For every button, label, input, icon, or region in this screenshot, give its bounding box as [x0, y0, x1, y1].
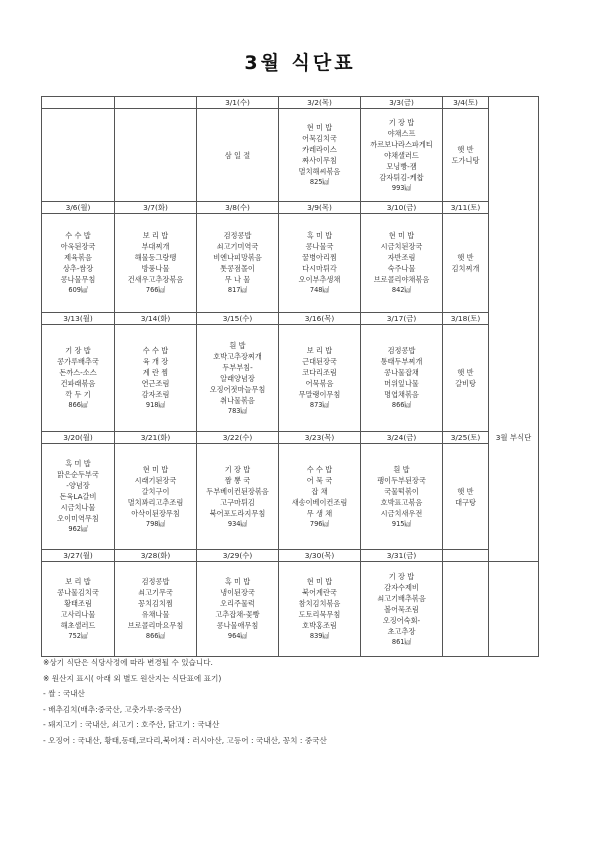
- date-cell: 3/28(화): [115, 550, 197, 562]
- date-cell: 3/30(목): [279, 550, 361, 562]
- menu-item: 두부베이컨된장볶음: [206, 486, 269, 496]
- menu-item: 육 개 장: [142, 357, 169, 366]
- menu-item: 고추잡채-꽃빵: [215, 610, 260, 619]
- menu-item: 제육볶음: [64, 253, 92, 262]
- menu-item: 어묵볶음: [305, 379, 334, 388]
- menu-row: [42, 214, 539, 313]
- menu-item: 오리주물럭: [220, 599, 255, 608]
- date-cell: 3/2(목): [279, 97, 361, 109]
- menu-item: 멸치꽈리고추조림: [127, 497, 184, 507]
- menu-item: 무 나 물: [224, 275, 251, 284]
- menu-item: -양념장: [66, 481, 90, 490]
- date-cell: 3/27(월): [42, 550, 115, 562]
- menu-item: 코다리조림: [302, 368, 337, 377]
- menu-cell: [443, 562, 489, 657]
- menu-item: 감자조림: [141, 390, 170, 399]
- menu-item: 짬 뽕 국: [224, 475, 251, 485]
- menu-item: 콩나물무침: [60, 275, 96, 284]
- menu-item: 방풍나물: [141, 264, 170, 273]
- menu-cell: [197, 109, 279, 202]
- menu-item: 유채나물: [141, 610, 170, 619]
- calorie-value: 866㎉: [391, 401, 412, 409]
- menu-item: 현 미 밥: [306, 577, 333, 586]
- menu-item: 쇠고기배추볶음: [377, 593, 426, 603]
- menu-cell: [115, 109, 197, 202]
- note-cell-empty: [489, 444, 539, 550]
- menu-item: 햇 반: [457, 368, 474, 377]
- date-cell: 3/6(월): [42, 202, 115, 214]
- menu-item: 흑 미 밥: [224, 577, 251, 586]
- menu-item: 시금치새우전: [380, 508, 423, 518]
- menu-item: 쇠고기미역국: [216, 242, 259, 251]
- menu-item: 수 수 밥: [306, 464, 333, 474]
- menu-item: 브로콜리야채볶음: [373, 275, 430, 284]
- date-cell: 3/1(수): [197, 97, 279, 109]
- page-title: 3월 식단표: [244, 52, 356, 74]
- menu-item: 햇 반: [457, 253, 474, 262]
- menu-cell: [42, 444, 115, 550]
- notes-section: [43, 655, 327, 748]
- menu-item: 콩나물애무침: [216, 621, 259, 630]
- menu-item: 시금치된장국: [380, 242, 423, 251]
- menu-item: 삼 일 절: [224, 150, 251, 160]
- menu-row: [42, 444, 539, 550]
- menu-cell: [279, 214, 361, 313]
- menu-item: 수 수 밥: [65, 231, 91, 240]
- menu-cell: [279, 325, 361, 432]
- menu-item: 북어계란국: [302, 588, 337, 597]
- calorie-value: 748㎉: [309, 286, 330, 294]
- date-row: [42, 202, 539, 214]
- menu-cell: [115, 444, 197, 550]
- menu-item: 보 리 밥: [306, 346, 333, 355]
- menu-cell: [197, 325, 279, 432]
- calorie-value: 962㎉: [68, 525, 88, 533]
- menu-item: 야채샐러드: [384, 150, 419, 160]
- menu-item: 콩나물김치국: [57, 588, 99, 597]
- menu-item: 맑은순두부국: [57, 470, 99, 479]
- calorie-value: 866㎉: [68, 401, 88, 409]
- menu-item: 참치김치볶음: [298, 599, 341, 608]
- calorie-value: 839㎉: [309, 632, 330, 640]
- menu-cell: [115, 562, 197, 657]
- menu-item: 호박고추장찌개: [213, 351, 262, 361]
- menu-item: 볼어묵조림: [384, 604, 419, 614]
- note-line-notice: ※상기 식단은 식당사정에 따라 변경될 수 있습니다.: [43, 658, 213, 667]
- menu-item: 갈치구이: [141, 486, 170, 496]
- menu-item: 검정콩밥: [223, 231, 252, 240]
- date-cell: 3/13(월): [42, 313, 115, 325]
- note-line-origin-header: ※ 원산지 표시( 아래 외 별도 원산지는 식단표에 표기): [43, 673, 222, 683]
- menu-item: 흰 밥: [393, 464, 410, 474]
- note-line-seafood: - 오징어 : 국내산, 황태,동태,코다리,북어채 : 러시아산, 고등어 : 국내산, 꽁치 : 중국산: [43, 735, 327, 745]
- menu-item: 쇠고기무국: [138, 588, 173, 597]
- date-cell: 3/17(금): [361, 313, 443, 325]
- date-cell: 3/3(금): [361, 97, 443, 109]
- menu-item: 기 장 밥: [388, 117, 415, 127]
- date-cell: [115, 97, 197, 109]
- menu-item: 명엽채볶음: [384, 390, 419, 399]
- menu-item: 연근조림: [141, 379, 170, 388]
- date-cell: 3/7(화): [115, 202, 197, 214]
- menu-item: 도토리묵무침: [298, 610, 341, 619]
- menu-item: 아삭이된장무침: [131, 508, 180, 518]
- menu-item: 상추-쌈장: [62, 264, 94, 273]
- calorie-value: 783㎉: [227, 406, 248, 415]
- note-cell-empty: [489, 109, 539, 202]
- menu-item: 보 리 밥: [65, 577, 91, 586]
- menu-item: 시금치나물: [60, 503, 96, 512]
- date-row: [42, 550, 539, 562]
- menu-item: 계 란 찜: [142, 368, 169, 377]
- menu-item: 깍 두 기: [65, 390, 91, 399]
- menu-item: 어묵김치국: [302, 134, 337, 143]
- menu-item: 대구탕: [455, 497, 476, 507]
- menu-item: 통태두부찌개: [380, 357, 423, 366]
- menu-item: 알래양념장: [220, 373, 255, 383]
- menu-item: 어 묵 국: [306, 475, 333, 485]
- note-cell-empty: [489, 214, 539, 313]
- menu-cell: [197, 562, 279, 657]
- date-cell: 3/10(금): [361, 202, 443, 214]
- note-cell: [489, 97, 539, 109]
- menu-item: 근대된장국: [302, 357, 337, 366]
- menu-cell: [42, 109, 115, 202]
- menu-item: 흰 밥: [229, 340, 246, 350]
- menu-item: 멸치해씨볶음: [298, 167, 341, 176]
- calorie-value: 964㎉: [227, 632, 248, 640]
- date-cell: 3/24(금): [361, 432, 443, 444]
- menu-item: 비엔나피망볶음: [213, 253, 262, 262]
- menu-item: 현 미 밥: [142, 464, 169, 474]
- menu-item: 머위잎나물: [384, 379, 419, 388]
- date-cell: 3/14(화): [115, 313, 197, 325]
- calorie-value: 817㎉: [227, 286, 248, 294]
- menu-item: 고사리나물: [60, 610, 96, 619]
- calorie-value: 918㎉: [145, 401, 166, 409]
- menu-item: 현 미 밥: [306, 123, 333, 132]
- menu-item: 갈비탕: [455, 379, 476, 388]
- menu-cell: [115, 325, 197, 432]
- menu-item: 두부부침-: [222, 362, 253, 372]
- menu-item: 해초샐러드: [60, 621, 96, 630]
- menu-item: 검정콩밥: [387, 346, 416, 355]
- menu-item: 무말랭이무침: [298, 390, 341, 399]
- calorie-value: 861㎉: [391, 637, 412, 646]
- menu-item: 호박표고볶음: [380, 497, 423, 507]
- date-cell: 3/4(토): [443, 97, 489, 109]
- menu-item: 숙주나물: [387, 264, 416, 273]
- calorie-value: 825㎉: [309, 178, 330, 186]
- date-cell: 3/29(수): [197, 550, 279, 562]
- menu-item: 오징어젓마늘무침: [209, 384, 266, 394]
- menu-item: 햇 반: [457, 145, 474, 154]
- menu-item: 시래기된장국: [134, 475, 177, 485]
- menu-cell: [279, 444, 361, 550]
- menu-item: 기 장 밥: [65, 346, 91, 355]
- calorie-value: 796㎉: [309, 519, 330, 528]
- date-cell: 3/22(수): [197, 432, 279, 444]
- menu-item: 황태조림: [64, 599, 92, 608]
- date-cell: 3/31(금): [361, 550, 443, 562]
- menu-item: 카레라이스: [302, 145, 337, 154]
- menu-cell: [361, 325, 443, 432]
- menu-item: 까르보나라스파게티: [370, 139, 433, 149]
- date-cell: [443, 550, 489, 562]
- calorie-value: 798㎉: [145, 519, 166, 528]
- menu-item: 취나물볶음: [220, 395, 255, 405]
- menu-cell: [42, 214, 115, 313]
- menu-cell: [443, 325, 489, 432]
- menu-row: [42, 325, 539, 432]
- date-cell: 3/8(수): [197, 202, 279, 214]
- menu-item: 콩나물국: [305, 242, 334, 251]
- calorie-value: 934㎉: [227, 519, 248, 528]
- menu-cell: [197, 214, 279, 313]
- menu-table-body: [42, 97, 539, 657]
- menu-item: 톳콩점몰이: [220, 264, 255, 273]
- calorie-value: 752㎉: [68, 632, 88, 640]
- note-cell: [489, 202, 539, 214]
- date-cell: 3/16(목): [279, 313, 361, 325]
- menu-item: 김치찌개: [451, 264, 480, 273]
- menu-item: 햇 반: [457, 486, 474, 496]
- menu-item: 무 생 채: [306, 508, 333, 518]
- menu-item: 브로콜리마요무침: [127, 621, 184, 630]
- menu-item: 호박홍조림: [302, 621, 337, 630]
- note-line-kimchi: - 배추김치(배추:중국산, 고춧가루:중국산): [43, 704, 182, 714]
- menu-cell: [443, 214, 489, 313]
- date-cell: 3/23(목): [279, 432, 361, 444]
- menu-cell: [197, 444, 279, 550]
- calorie-value: 915㎉: [391, 519, 412, 528]
- menu-item: 현 미 밥: [388, 231, 415, 240]
- menu-item: 돈까스-소스: [59, 368, 97, 377]
- menu-item: 기 장 밥: [388, 571, 415, 581]
- menu-cell: [361, 214, 443, 313]
- menu-item: 초고추장: [387, 626, 416, 636]
- menu-item: 꽁치김치찜: [138, 599, 173, 608]
- calorie-value: 609㎉: [68, 286, 88, 294]
- note-cell: 3월 부식단: [489, 432, 539, 444]
- note-line-meat: - 돼지고기 : 국내산, 쇠고기 : 호주산, 닭고기 : 국내산: [43, 720, 220, 729]
- menu-item: 보 리 밥: [142, 231, 169, 240]
- menu-item: 오이미역무침: [57, 514, 99, 523]
- calorie-value: 873㎉: [309, 401, 330, 409]
- date-cell: 3/21(화): [115, 432, 197, 444]
- menu-item: 기 장 밥: [224, 464, 251, 474]
- date-row: [42, 432, 539, 444]
- menu-item: 고구마튀김: [220, 497, 255, 507]
- menu-cell: [443, 444, 489, 550]
- menu-item: 수 수 밥: [142, 346, 169, 355]
- menu-item: 콩가루배추국: [57, 357, 99, 366]
- menu-item: 아욱된장국: [60, 242, 96, 251]
- menu-item: 흑 미 밥: [306, 231, 333, 240]
- date-cell: 3/11(토): [443, 202, 489, 214]
- menu-item: 건새우고추장볶음: [127, 275, 184, 284]
- menu-cell: [42, 562, 115, 657]
- menu-item: 다시마튀각: [302, 264, 337, 273]
- menu-item: 팽이두부된장국: [377, 475, 426, 485]
- menu-item: 짜사이무침: [302, 156, 337, 165]
- menu-item: 오징어숙회-: [382, 615, 421, 625]
- menu-row: [42, 562, 539, 657]
- menu-item: 흑 미 밥: [65, 459, 91, 468]
- menu-item: 검정콩밥: [141, 577, 170, 586]
- date-cell: [42, 97, 115, 109]
- date-cell: 3/15(수): [197, 313, 279, 325]
- note-line-rice: - 쌀 : 국내산: [43, 689, 85, 698]
- note-cell: [489, 313, 539, 325]
- menu-table: [41, 96, 539, 657]
- menu-cell: [42, 325, 115, 432]
- menu-item: 꿀병아리찜: [302, 253, 337, 262]
- note-cell-empty: [489, 325, 539, 432]
- menu-item: 도가니탕: [451, 156, 480, 165]
- calorie-value: 766㎉: [145, 286, 166, 294]
- menu-item: 새송이베이컨조림: [291, 497, 348, 507]
- menu-item: 감자튀김-케찹: [379, 172, 424, 182]
- menu-item: 자반조림: [387, 253, 416, 262]
- calorie-value: 866㎉: [145, 632, 166, 640]
- menu-item: 건파래볶음: [60, 379, 96, 388]
- menu-item: 모닝빵-잼: [386, 161, 417, 171]
- menu-cell: [361, 562, 443, 657]
- menu-item: 콩나물잡채: [384, 368, 419, 377]
- calorie-value: 842㎉: [391, 286, 412, 294]
- menu-row: [42, 109, 539, 202]
- menu-item: 돈육LA갈비: [59, 492, 97, 501]
- menu-item: 북어포도라지무침: [209, 508, 266, 518]
- menu-item: 잡 채: [311, 486, 328, 496]
- date-cell: 3/9(목): [279, 202, 361, 214]
- menu-cell: [279, 109, 361, 202]
- menu-item: 오이부추생채: [298, 275, 341, 284]
- menu-item: 야채스프: [387, 128, 416, 138]
- date-row: [42, 313, 539, 325]
- menu-item: 부대찌개: [141, 242, 170, 251]
- menu-cell: [115, 214, 197, 313]
- date-row: [42, 97, 539, 109]
- menu-cell: [361, 109, 443, 202]
- menu-cell: [361, 444, 443, 550]
- date-cell: 3/18(토): [443, 313, 489, 325]
- menu-item: 해물동그랑땡: [134, 253, 177, 262]
- menu-item: 국물떡볶이: [384, 486, 419, 496]
- menu-cell: [279, 562, 361, 657]
- date-cell: 3/25(토): [443, 432, 489, 444]
- menu-item: 감자수제비: [384, 582, 419, 592]
- menu-cell: [443, 109, 489, 202]
- calorie-value: 993㎉: [391, 183, 412, 192]
- note-cell: [489, 550, 539, 562]
- date-cell: 3/20(월): [42, 432, 115, 444]
- menu-item: 냉이된장국: [220, 588, 255, 597]
- note-cell-empty: [489, 562, 539, 657]
